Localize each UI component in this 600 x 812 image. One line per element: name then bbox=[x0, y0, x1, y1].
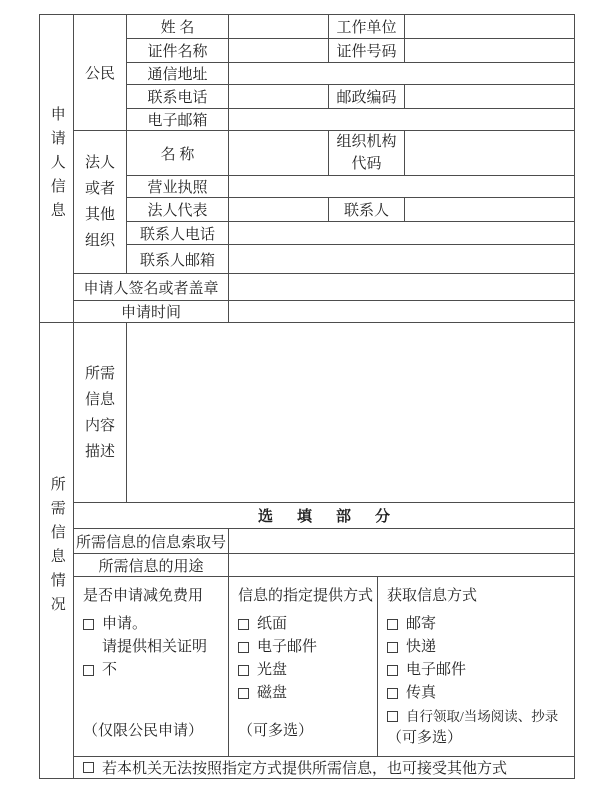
field-label-id-number: 证件号码 bbox=[329, 39, 405, 63]
contact-phone-value-cell[interactable] bbox=[229, 222, 575, 245]
apply-time-value-cell[interactable] bbox=[229, 301, 575, 323]
applicant-side-label: 申请人信息 bbox=[48, 106, 65, 226]
org-name-value-cell[interactable] bbox=[229, 131, 329, 176]
phone-value-cell[interactable] bbox=[229, 85, 329, 109]
signature-value-cell[interactable] bbox=[229, 274, 575, 301]
id-type-value-cell[interactable] bbox=[229, 39, 329, 63]
checkbox-icon[interactable] bbox=[83, 619, 94, 630]
field-label-apply-time: 申请时间 bbox=[74, 301, 229, 323]
field-label-phone: 联系电话 bbox=[127, 85, 229, 109]
checkbox-icon[interactable] bbox=[387, 642, 398, 653]
field-label-name: 姓 名 bbox=[127, 15, 229, 39]
field-label-email: 电子邮箱 bbox=[127, 109, 229, 131]
fee-apply-sub-note: 请提供相关证明 bbox=[102, 639, 208, 655]
field-label-postcode: 邮政编码 bbox=[329, 85, 405, 109]
needed-info-side-label: 所需信息情况 bbox=[48, 476, 65, 620]
fee-waiver-note: （仅限公民申请） bbox=[83, 723, 204, 739]
optional-section-header: 选填部分 bbox=[74, 503, 575, 529]
postcode-value-cell[interactable] bbox=[405, 85, 575, 109]
checkbox-option-fee-apply[interactable]: 申请。 bbox=[83, 613, 147, 636]
group-label-citizen: 公民 bbox=[74, 15, 127, 131]
checkbox-icon[interactable] bbox=[387, 619, 398, 630]
section-label-needed-info bbox=[40, 323, 74, 779]
provide-method-cell bbox=[229, 577, 378, 757]
license-value-cell[interactable] bbox=[229, 176, 575, 198]
description-value-cell[interactable] bbox=[127, 323, 575, 503]
field-label-signature: 申请人签名或者盖章 bbox=[74, 274, 229, 301]
checkbox-icon[interactable] bbox=[238, 665, 249, 676]
form-page bbox=[0, 14, 600, 812]
field-label-purpose: 所需信息的用途 bbox=[74, 554, 229, 577]
checkbox-option-fax[interactable]: 传真 bbox=[387, 682, 436, 705]
fallback-option-cell bbox=[74, 757, 575, 779]
checkbox-option-fee-no[interactable]: 不 bbox=[83, 659, 117, 682]
checkbox-icon[interactable] bbox=[238, 688, 249, 699]
section-label-applicant-info bbox=[40, 15, 74, 323]
field-label-license: 营业执照 bbox=[127, 176, 229, 198]
fee-waiver-cell bbox=[74, 577, 229, 757]
index-number-value-cell[interactable] bbox=[229, 529, 575, 554]
checkbox-icon[interactable] bbox=[387, 665, 398, 676]
work-unit-value-cell[interactable] bbox=[405, 15, 575, 39]
checkbox-option-disk[interactable]: 磁盘 bbox=[238, 682, 287, 705]
obtain-method-header: 获取信息方式 bbox=[387, 588, 478, 604]
legal-rep-value-cell[interactable] bbox=[229, 198, 329, 222]
field-label-contact-email: 联系人邮箱 bbox=[127, 245, 229, 274]
field-label-org-code: 组织机构代码 bbox=[329, 131, 405, 176]
purpose-value-cell[interactable] bbox=[229, 554, 575, 577]
obtain-method-cell bbox=[378, 577, 575, 757]
field-label-id-type: 证件名称 bbox=[127, 39, 229, 63]
field-label-org-name: 名 称 bbox=[127, 131, 229, 176]
org-code-value-cell[interactable] bbox=[405, 131, 575, 176]
provide-method-header: 信息的指定提供方式 bbox=[238, 588, 374, 604]
field-label-legal-rep: 法人代表 bbox=[127, 198, 229, 222]
checkbox-icon[interactable] bbox=[387, 711, 398, 722]
contact-email-value-cell[interactable] bbox=[229, 245, 575, 274]
field-label-contact-phone: 联系人电话 bbox=[127, 222, 229, 245]
field-label-description: 所需信息内容描述 bbox=[74, 323, 127, 503]
contact-value-cell[interactable] bbox=[405, 198, 575, 222]
checkbox-icon[interactable] bbox=[238, 642, 249, 653]
checkbox-option-paper[interactable]: 纸面 bbox=[238, 613, 287, 636]
field-label-work-unit: 工作单位 bbox=[329, 15, 405, 39]
provide-method-note: （可多选） bbox=[238, 723, 314, 739]
field-label-address: 通信地址 bbox=[127, 63, 229, 85]
address-value-cell[interactable] bbox=[229, 63, 575, 85]
checkbox-option-email-obtain[interactable]: 电子邮件 bbox=[387, 659, 466, 682]
checkbox-icon[interactable] bbox=[238, 619, 249, 630]
checkbox-icon[interactable] bbox=[83, 762, 94, 773]
name-value-cell[interactable] bbox=[229, 15, 329, 39]
checkbox-option-mail[interactable]: 邮寄 bbox=[387, 613, 436, 636]
fee-waiver-header: 是否申请减免费用 bbox=[83, 588, 204, 604]
checkbox-icon[interactable] bbox=[83, 665, 94, 676]
id-number-value-cell[interactable] bbox=[405, 39, 575, 63]
application-form-table bbox=[39, 14, 575, 779]
checkbox-icon[interactable] bbox=[387, 688, 398, 699]
obtain-method-note: （可多选） bbox=[387, 730, 463, 746]
group-label-organization: 法人或者其他组织 bbox=[74, 131, 127, 274]
email-value-cell[interactable] bbox=[229, 109, 575, 131]
field-label-index-number: 所需信息的信息索取号 bbox=[74, 529, 229, 554]
field-label-contact: 联系人 bbox=[329, 198, 405, 222]
checkbox-option-express[interactable]: 快递 bbox=[387, 636, 436, 659]
checkbox-option-email-delivery[interactable]: 电子邮件 bbox=[238, 636, 317, 659]
checkbox-option-cd[interactable]: 光盘 bbox=[238, 659, 287, 682]
checkbox-option-self-pickup[interactable]: 自行领取/当场阅读、抄录 bbox=[387, 705, 558, 728]
checkbox-option-fallback[interactable]: 若本机关无法按照指定方式提供所需信息，也可接受其他方式 bbox=[74, 757, 574, 778]
